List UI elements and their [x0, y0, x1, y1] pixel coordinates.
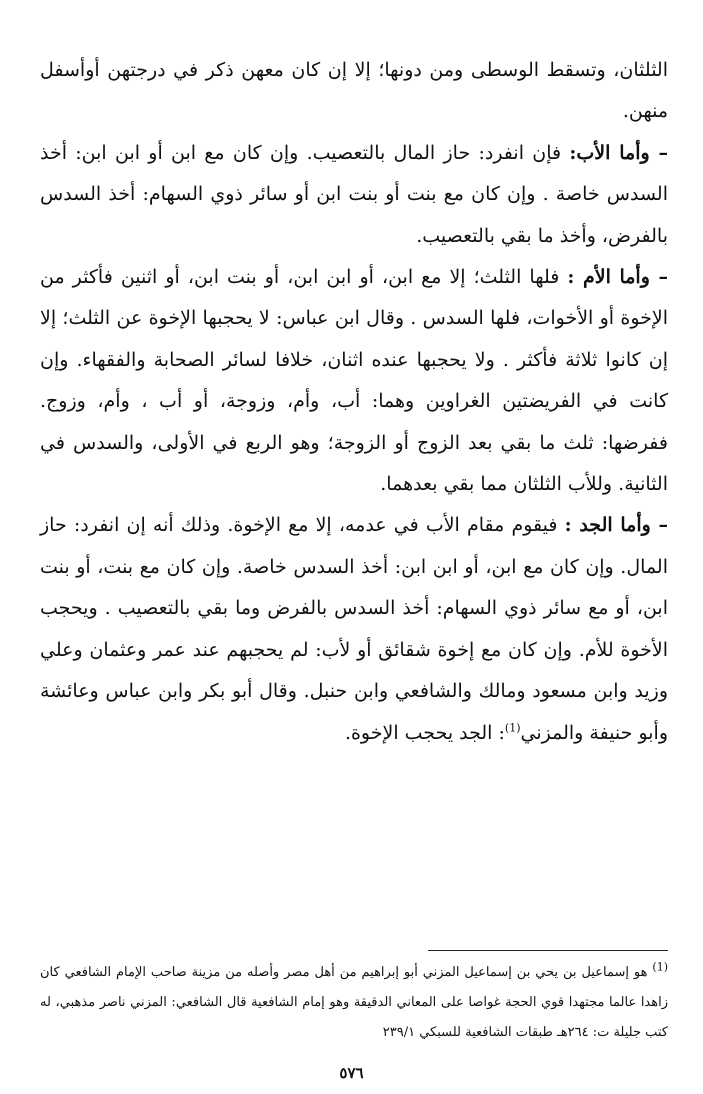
footnote	[40, 958, 668, 1048]
paragraph-grandfather	[40, 505, 668, 753]
paragraph-heading: – وأما الأب:	[569, 141, 668, 164]
paragraph-father	[40, 133, 668, 257]
paragraph-heading: – وأما الجد :	[564, 514, 668, 537]
paragraph-text: فإن انفرد: حاز المال بالتعصيب. وإن كان مع ابن أو ابن ابن: أخذ السدس خاصة . وإن كان مع بنت أو بنت ابن أو سائر ذوي السهام: أخذ السدس بالفرض، وأخذ ما بقي بالتعصيب.	[40, 141, 668, 247]
page-number: ٥٧٦	[339, 1064, 364, 1082]
main-text	[40, 50, 668, 754]
footnotes	[40, 958, 668, 1048]
paragraph-text-tail: : الجد يحجب الإخوة.	[344, 721, 505, 744]
paragraph-text: فيقوم مقام الأب في عدمه، إلا مع الإخوة. وذلك أنه إن انفرد: حاز المال. وإن كان مع ابن، أو ابن ابن: أخذ السدس خاصة. وإن كان مع بنت، أو بنت ابن، أو مع سائر ذوي السهام: أخذ السدس بالفرض وما بقي بالتعصيب . ويحجب الأخوة للأم. وإن كان مع إخوة شقائق أو لأب: لم يحجبهم عند عمر وعثمان وعلي وزيد وابن مسعود ومالك والشافعي وابن حنبل. وقال أبو بكر وابن عباس وعائشة وأبو حنيفة والمزني	[40, 514, 668, 744]
footnote-divider	[428, 950, 668, 951]
footnote-text: هو إسماعيل بن يحي بن إسماعيل المزني أبو إبراهيم من أهل مصر وأصله من مزينة صاحب الإمام الشافعي كان زاهدا عالما مجتهدا قوي الحجة غواصا على المعاني الدقيقة وهو إمام الشافعية قال الشافعي: المزني ناصر مذهبي، له كتب جليلة ت: ٢٦٤هـ طبقات الشافعية للسبكي ٢٣٩/١	[40, 965, 668, 1040]
paragraph-mother	[40, 257, 668, 505]
footnote-marker: (1)	[652, 960, 668, 974]
paragraph-text: الثلثان، وتسقط الوسطى ومن دونها؛ إلا إن كان معهن ذكر في درجتهن أوأسفل منهن.	[40, 59, 668, 123]
paragraph-text: فلها الثلث؛ إلا مع ابن، أو ابن ابن، أو بنت ابن، أو اثنين فأكثر من الإخوة أو الأخوات، فلها السدس . وقال ابن عباس: لا يحجبها الإخوة عن الثلث؛ إلا إن كانوا ثلاثة فأكثر . ولا يحجبها عنده اثنان، خلافا لسائر الصحابة والفقهاء. وإن كانت في الفريضتين الغراوين وهما: أب، وأم، وزوجة، أو أب ، وأم، وزوج. ففرضها: ثلث ما بقي بعد الزوج أو الزوجة؛ وهو الربع في الأولى، والسدس في الثانية. وللأب الثلثان مما بقي بعدهما.	[40, 266, 668, 496]
paragraph-daughters	[40, 50, 668, 133]
footnote-reference: (1)	[504, 721, 521, 735]
paragraph-heading: – وأما الأم :	[567, 266, 668, 289]
